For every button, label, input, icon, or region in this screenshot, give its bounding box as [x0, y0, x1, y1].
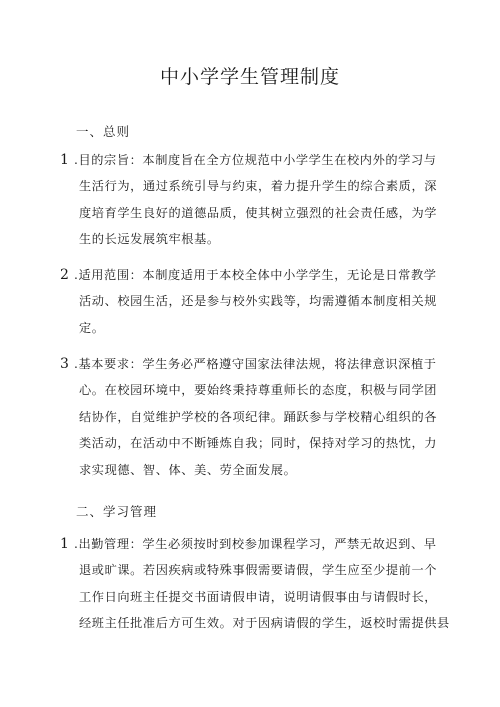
item-line: 工作日向班主任提交书面请假申请，说明请假事由与请假时长， — [79, 589, 438, 604]
item-number: 1 — [60, 536, 70, 552]
item-line: 生活行为，通过系统引导与约束，着力提升学生的综合素质，深 — [79, 179, 438, 194]
item-line: 度培育学生良好的道德品质，使其树立强烈的社会责任感，为学 — [79, 205, 438, 220]
item-line: .出勤管理：学生必须按时到校参加课程学习，严禁无故迟到、早 — [74, 537, 437, 551]
item-line: .目的宗旨：本制度旨在全方位规范中小学学生在校内外的学习与 — [74, 153, 437, 167]
item-line: 定。 — [79, 320, 105, 335]
section-heading-general: 一、总则 — [76, 124, 131, 139]
list-item-purpose — [60, 147, 440, 253]
document-title: 中小学学生管理制度 — [159, 66, 340, 88]
item-line: 类活动，在活动中不断锤炼自我；同时，保持对学习的热忱，力 — [79, 436, 438, 451]
item-number: 3 — [60, 356, 70, 372]
list-item-requirements — [60, 351, 440, 483]
item-line: 经班主任批准后方可生效。对于因病请假的学生，返校时需提供县 — [79, 616, 450, 631]
item-line: 生的长远发展筑牢根基。 — [79, 232, 220, 247]
list-item-attendance — [60, 531, 450, 637]
section-heading-study: 二、学习管理 — [76, 504, 158, 519]
item-line: 活动、校园生活，还是参与校外实践等，均需遵循本制度相关规 — [79, 294, 438, 309]
item-line: .基本要求：学生务必严格遵守国家法律法规，将法律意识深植于 — [74, 357, 437, 371]
item-line: 求实现德、智、体、美、劳全面发展。 — [79, 462, 297, 477]
item-line: 结协作，自觉维护学校的各项纪律。踊跃参与学校精心组织的各 — [79, 409, 438, 424]
item-line: .适用范围：本制度适用于本校全体中小学学生，无论是日常教学 — [74, 268, 437, 282]
item-line: 退或旷课。若因疾病或特殊事假需要请假，学生应至少提前一个 — [79, 563, 438, 578]
item-number: 1 — [60, 152, 70, 168]
item-number: 2 — [60, 267, 70, 283]
item-line: 心。在校园环境中，要始终秉持尊重师长的态度，积极与同学团 — [79, 383, 438, 398]
list-item-scope — [60, 262, 440, 341]
